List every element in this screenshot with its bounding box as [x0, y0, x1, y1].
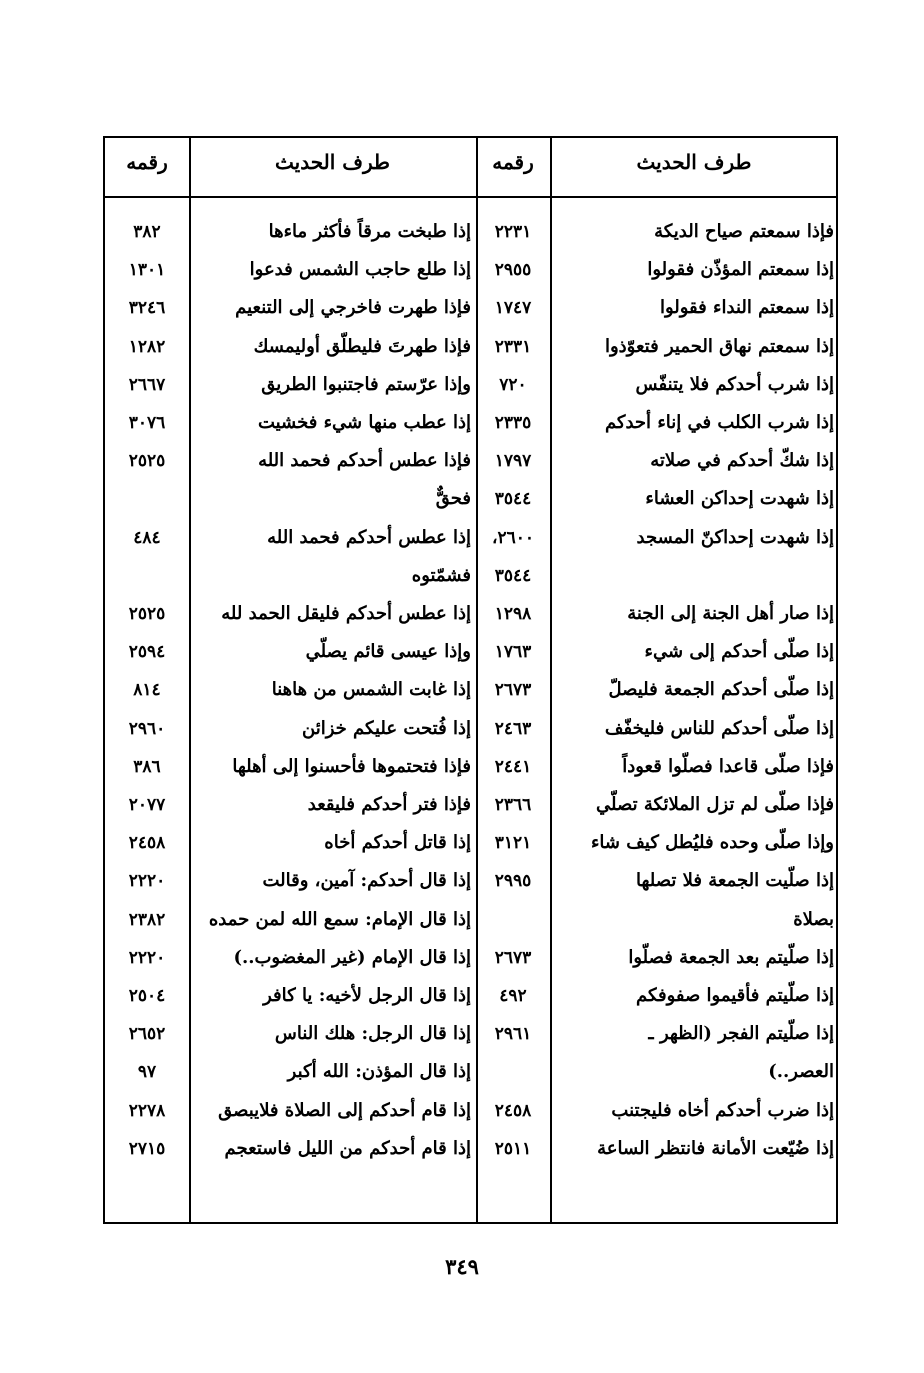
hadith-number-left: ٢٥٠٤ — [128, 986, 166, 1006]
hadith-number-left: ٤٨٤ — [133, 527, 161, 548]
hadith-number-right: ١٧٦٣ — [494, 642, 532, 663]
hadith-entry-left: فإذا طهرت فاخرجي إلى التنعيم — [235, 297, 471, 319]
hadith-number-left: ٢٧١٥ — [128, 1138, 166, 1159]
hadith-number-left: ٢٢٢٠ — [128, 871, 166, 892]
hadith-entry-right: إذا صار أهل الجنة إلى الجنة — [627, 603, 834, 624]
hadith-entry-right: بصلاة — [793, 908, 834, 930]
header-number-left: رقمه — [126, 150, 168, 174]
hadith-number-left: ٢٣٨٢ — [128, 909, 166, 930]
hadith-number-left: ٢٦٥٢ — [128, 1024, 166, 1045]
hadith-entry-left: إذا غابت الشمس من هاهنا — [271, 679, 471, 701]
hadith-entry-left: إذا فُتحت عليكم خزائن — [302, 717, 471, 739]
hadith-number-right: ٢٣٣١ — [494, 336, 532, 357]
hadith-number-left: ٢٢٢٠ — [128, 947, 166, 968]
hadith-entry-right: إذا شهدت إحداكن العشاء — [645, 488, 834, 510]
hadith-entry-right: إذا سمعتم النداء فقولوا — [659, 297, 834, 319]
hadith-number-right: ٢٩٩٥ — [494, 871, 532, 892]
column-divider — [550, 138, 552, 1222]
hadith-entry-right: فإذا سمعتم صياح الديكة — [654, 221, 834, 242]
hadith-entry-right: إذا سمعتم المؤذّن فقولوا — [647, 259, 834, 281]
hadith-entry-right: إذا صلّيت الجمعة فلا تصلها — [636, 870, 834, 892]
hadith-entry-left: إذا قال الإمام: سمع الله لمن حمده — [208, 908, 471, 930]
header-hadith-right: طرف الحديث — [636, 150, 752, 174]
hadith-number-right: ٢٤٦٣ — [494, 718, 532, 739]
hadith-entry-left: إذا طبخت مرقاً فأكثر ماءها — [268, 221, 471, 242]
hadith-entry-right: وإذا صلّى وحده فليُطل كيف شاء — [590, 832, 834, 854]
hadith-number-left: ٣٢٤٦ — [128, 298, 166, 319]
hadith-entry-left: فإذا عطس أحدكم فحمد الله — [258, 450, 471, 472]
column-divider — [189, 138, 191, 1222]
hadith-number-left: ٣٨٦ — [133, 756, 161, 777]
hadith-entry-right: إذا شرب أحدكم فلا يتنفّس — [635, 373, 834, 395]
hadith-number-right: ٢٦٧٣ — [494, 680, 532, 701]
hadith-entry-left: إذا قام أحدكم من الليل فاستعجم — [224, 1137, 471, 1159]
hadith-entry-right: إذا ضُيّعت الأمانة فانتظر الساعة — [597, 1137, 834, 1159]
hadith-entry-right: إذا صلّى أحدكم الجمعة فليصلّ — [608, 679, 834, 701]
hadith-number-left: ٣٠٧٦ — [128, 413, 166, 433]
hadith-number-right: ٧٢٠ — [499, 374, 527, 395]
hadith-number-right: ٢٦٠٠، — [491, 527, 535, 548]
hadith-number-right: ١٧٩٧ — [494, 451, 532, 472]
hadith-number-right: ٢٤٥٨ — [494, 1100, 532, 1121]
hadith-entry-left: فإذا فتحتموها فأحسنوا إلى أهلها — [232, 755, 471, 777]
hadith-number-right: ٢٦٧٣ — [494, 947, 532, 968]
hadith-number-left: ٢٥٢٥ — [128, 604, 166, 624]
hadith-entry-left: إذا عطس أحدكم فليقل الحمد لله — [221, 603, 471, 624]
hadith-entry-right: إذا صلّى أحدكم إلى شيء — [644, 641, 834, 663]
hadith-number-left: ٨١٤ — [133, 680, 161, 701]
hadith-entry-left: فإذا فتر أحدكم فليقعد — [307, 794, 471, 815]
hadith-number-left: ٩٧ — [137, 1062, 157, 1083]
hadith-entry-left: وإذا عيسى قائم يصلّي — [305, 641, 471, 663]
hadith-entry-left: إذا قام أحدكم إلى الصلاة فلايبصق — [218, 1099, 471, 1121]
hadith-number-left: ٣٨٢ — [133, 222, 161, 242]
header-divider — [105, 196, 836, 198]
hadith-entry-right: إذا سمعتم نهاق الحمير فتعوّذوا — [604, 335, 834, 357]
hadith-entry-right: إذا ضرب أحدكم أخاه فليجتنب — [611, 1099, 834, 1121]
hadith-number-left: ١٢٨٢ — [128, 336, 166, 357]
hadith-number-right: ١٧٤٧ — [494, 298, 532, 319]
hadith-entry-right: إذا شهدت إحداكنّ المسجد — [636, 526, 834, 548]
hadith-entry-right: فإذا صلّى لم تزل الملائكة تصلّي — [596, 794, 834, 815]
hadith-number-right: ٢٤٤١ — [494, 756, 532, 777]
hadith-number-right: ١٢٩٨ — [494, 604, 532, 624]
hadith-entry-right: إذا صلّى أحدكم للناس فليخفّف — [604, 717, 834, 739]
hadith-number-right: ٣٥٤٤ — [494, 489, 532, 510]
hadith-entry-left: إذا قال الإمام (غير المغضوب..) — [233, 946, 471, 968]
hadith-entry-right: إذا صلّيتم بعد الجمعة فصلّوا — [628, 946, 834, 968]
hadith-number-left: ١٣٠١ — [128, 260, 166, 281]
hadith-entry-left: إذا قال المؤذن: الله أكبر — [287, 1061, 471, 1083]
hadith-number-left: ٢٥٢٥ — [128, 451, 166, 472]
header-number-right: رقمه — [492, 150, 534, 174]
hadith-entry-left: إذا طلع حاجب الشمس فدعوا — [249, 259, 471, 281]
hadith-number-right: ٤٩٢ — [499, 986, 527, 1006]
hadith-entry-right: فإذا صلّى قاعدا فصلّوا قعوداً — [622, 755, 834, 777]
hadith-number-right: ٢٣٣٥ — [494, 413, 532, 433]
hadith-number-left: ٢٦٦٧ — [128, 374, 166, 395]
hadith-number-left: ٢٤٥٨ — [128, 833, 166, 854]
hadith-entry-left: فإذا طهرتَ فليطلّق أوليمسك — [253, 335, 471, 357]
hadith-number-left: ٢٩٦٠ — [128, 718, 166, 739]
hadith-number-right: ٢٣٦٦ — [494, 795, 532, 815]
hadith-entry-left: إذا قال أحدكم: آمين، وقالت — [262, 870, 471, 892]
hadith-entry-right: إذا صلّيتم فأقيموا صفوفكم — [636, 985, 834, 1006]
hadith-entry-left: إذا قال الرجل لأخيه: يا كافر — [263, 985, 471, 1006]
hadith-entry-left: وإذا عرّستم فاجتنبوا الطريق — [261, 373, 471, 395]
hadith-number-left: ٢٥٩٤ — [128, 642, 166, 663]
hadith-entry-left: إذا عطس أحدكم فحمد الله — [267, 526, 471, 548]
hadith-entry-right: العصر..) — [768, 1061, 834, 1083]
header-hadith-left: طرف الحديث — [275, 150, 390, 174]
hadith-number-right: ٢٩٥٥ — [494, 260, 532, 281]
hadith-entry-right: إذا شكّ أحدكم في صلاته — [650, 450, 834, 472]
hadith-entry-left: إذا قاتل أحدكم أخاه — [324, 832, 471, 854]
hadith-number-left: ٢٢٧٨ — [128, 1100, 166, 1121]
hadith-number-right: ٣١٢١ — [494, 833, 532, 854]
page-number: ٣٤٩ — [445, 1254, 479, 1279]
hadith-entry-left: إذا قال الرجل: هلك الناس — [274, 1023, 471, 1045]
hadith-number-right: ٢٥١١ — [494, 1138, 532, 1159]
hadith-entry-left: فشمّتوه — [411, 564, 471, 586]
hadith-number-left: ٢٠٧٧ — [128, 795, 166, 815]
hadith-number-right: ٢٩٦١ — [494, 1024, 532, 1045]
hadith-entry-left: إذا عطب منها شيء فخشيت — [257, 412, 471, 433]
hadith-number-right: ٣٥٤٤ — [494, 565, 532, 586]
hadith-number-right: ٢٢٣١ — [494, 222, 532, 242]
hadith-index-table — [103, 136, 838, 1224]
hadith-entry-left: فحقٌّ — [435, 488, 471, 510]
hadith-entry-right: إذا صلّيتم الفجر (الظهر ـ — [648, 1023, 834, 1045]
hadith-entry-right: إذا شرب الكلب في إناء أحدكم — [604, 412, 834, 433]
